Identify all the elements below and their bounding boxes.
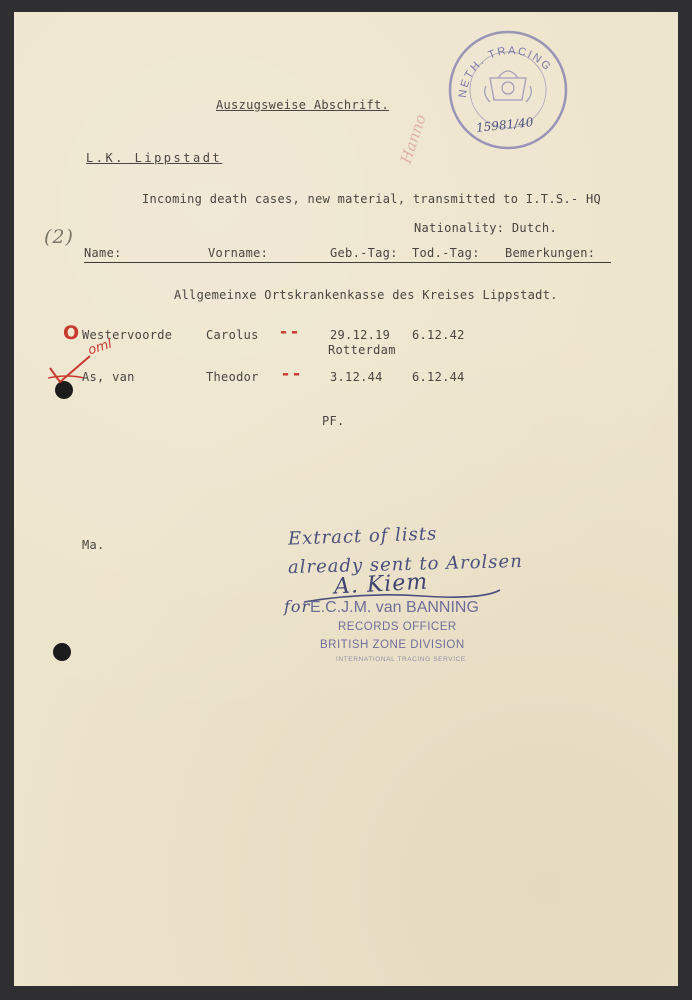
ma-mark: Ma.: [82, 538, 105, 552]
row-first-name: Carolus: [206, 328, 259, 342]
per-mark: for: [284, 597, 311, 616]
row-birth-date: 29.12.19: [330, 328, 391, 342]
row-death-date: 6.12.42: [412, 328, 465, 342]
column-header-vorname: Vorname:: [208, 246, 269, 260]
division-name: BRITISH ZONE DIVISION: [320, 639, 465, 651]
stamp-seal-icon: [446, 28, 570, 152]
row-birth-place: Rotterdam: [328, 343, 396, 357]
stamp-number: 15981/40: [475, 115, 535, 135]
header-underline: [84, 262, 611, 263]
column-header-tod-tag: Tod.-Tag:: [412, 246, 480, 260]
column-header-name: Name:: [84, 246, 122, 260]
office-heading: L.K. Lippstadt: [86, 151, 223, 165]
row-name: Westervoorde: [82, 328, 173, 342]
tracing-stamp: [446, 28, 570, 152]
column-header-geb-tag: Geb.-Tag:: [330, 246, 398, 260]
punch-hole-bottom: [53, 643, 71, 661]
row-first-name: Theodor: [206, 370, 259, 384]
red-dash-mark: --: [282, 364, 305, 384]
agency-name: INTERNATIONAL TRACING SERVICE: [336, 656, 466, 663]
pf-mark: PF.: [322, 414, 345, 428]
column-header-bemerkungen: Bemerkungen:: [505, 246, 596, 260]
red-note: oml: [86, 336, 114, 359]
officer-name: E.C.J.M. van BANNING: [310, 599, 479, 616]
handwritten-note-line1: Extract of lists: [287, 523, 438, 550]
handwritten-note-line2: already sent to Arolsen: [287, 550, 524, 579]
margin-mark: (2): [44, 226, 74, 248]
red-dash-mark: --: [280, 322, 303, 342]
red-o-mark: O: [63, 322, 80, 344]
officer-title: RECORDS OFFICER: [338, 621, 457, 633]
stamp-top-text: NETH. TRACING: [456, 44, 554, 99]
row-birth-date: 3.12.44: [330, 370, 383, 384]
source-line: Allgemeinxe Ortskrankenkasse des Kreises Lippstadt.: [174, 288, 558, 302]
row-death-date: 6.12.44: [412, 370, 465, 384]
document-title: Auszugsweise Abschrift.: [216, 98, 390, 112]
nationality-text: Nationality: Dutch.: [414, 221, 557, 235]
row-name: As, van: [82, 370, 135, 384]
intro-text: Incoming death cases, new material, transmitted to I.T.S.- HQ: [142, 192, 602, 206]
stamp-side-text: Hanno: [396, 112, 430, 166]
handwritten-signature: A. Kiem: [333, 569, 429, 600]
